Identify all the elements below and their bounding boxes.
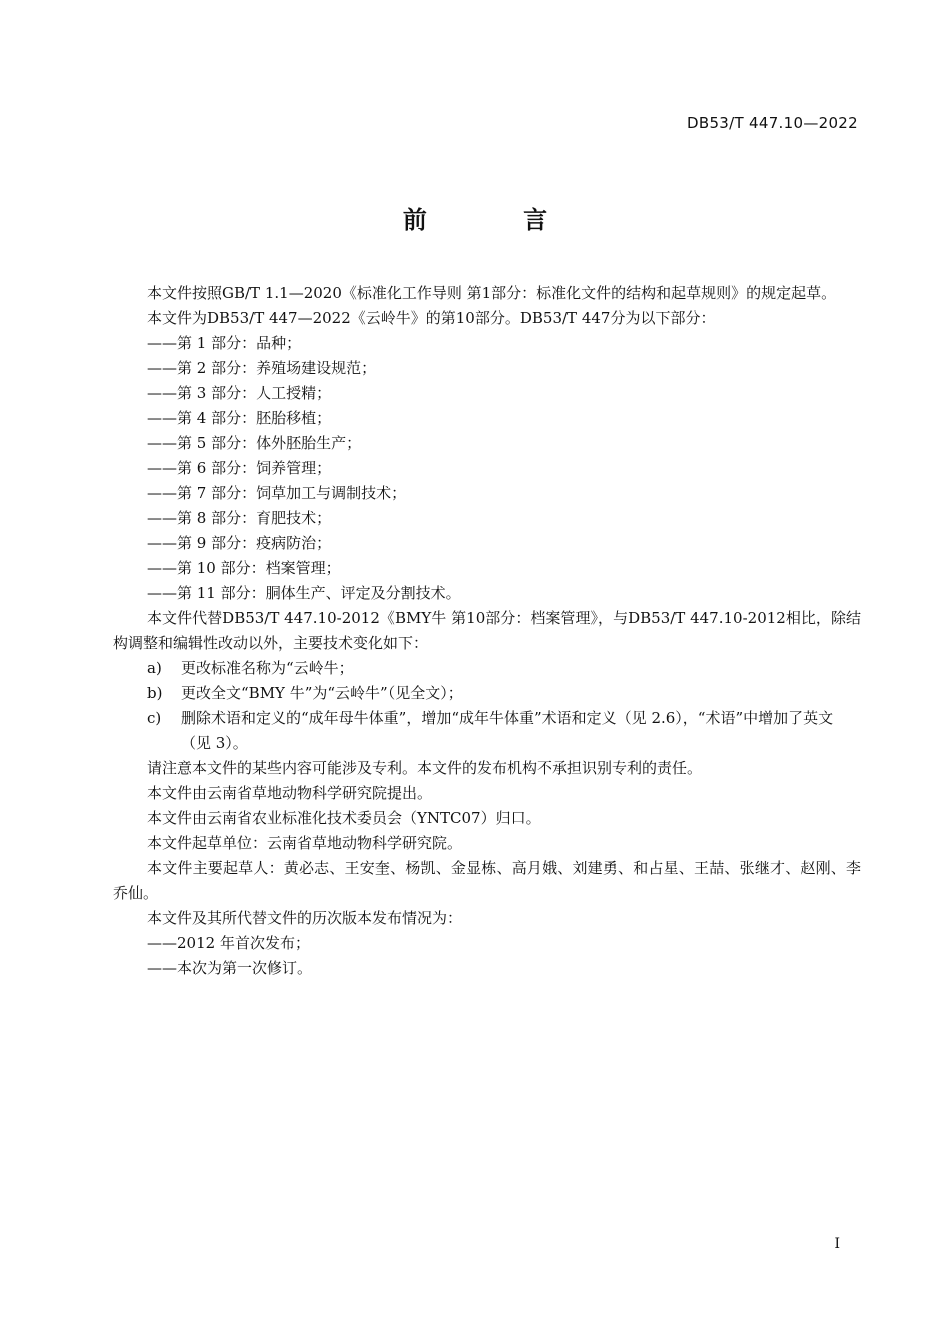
list-item: ——第 9 部分：疫病防治； [147, 534, 332, 552]
change-label: b) [147, 684, 163, 702]
paragraph-drafting-unit: 本文件起草单位：云南省草地动物科学研究院。 [147, 834, 463, 852]
paragraph-committee: 本文件由云南省农业标准化技术委员会（YNTC07）归口。 [147, 809, 541, 827]
change-item [113, 681, 861, 706]
page-number: I [834, 1236, 840, 1252]
change-label: c) [147, 709, 162, 727]
list-item: ——2012 年首次发布； [147, 934, 310, 952]
list-item: ——第 10 部分：档案管理； [147, 559, 341, 577]
change-text: 更改全文“BMY 牛”为“云岭牛”（见全文）； [181, 684, 463, 702]
paragraph-proposer: 本文件由云南省草地动物科学研究院提出。 [147, 784, 433, 802]
foreword-body [113, 281, 861, 981]
list-item: ——第 2 部分：养殖场建设规范； [147, 359, 377, 377]
change-item [113, 656, 861, 681]
page-title: 前 言 [402, 206, 592, 234]
change-item [113, 706, 861, 756]
change-text: 更改标准名称为“云岭牛； [181, 659, 354, 677]
list-item: ——第 4 部分：胚胎移植； [147, 409, 332, 427]
paragraph-drafting-rules: 本文件按照GB/T 1.1—2020《标准化工作导则 第1部分：标准化文件的结构和起草规则》的规定起草。 [147, 284, 837, 302]
list-item: ——第 6 部分：饲养管理； [147, 459, 332, 477]
list-item: ——本次为第一次修订。 [147, 959, 313, 977]
list-item: ——第 1 部分：品种； [147, 334, 302, 352]
list-item: ——第 3 部分：人工授精； [147, 384, 332, 402]
change-text: 删除术语和定义的“成年母牛体重”，增加“成年牛体重”术语和定义（见 2.6），“术语”中增加了英文（见 3）。 [181, 709, 834, 752]
paragraph-drafters: 本文件主要起草人：黄必志、王安奎、杨凯、金显栋、高月娥、刘建勇、和占星、王喆、张继才、赵刚、李乔仙。 [113, 859, 861, 902]
list-item: ——第 5 部分：体外胚胎生产； [147, 434, 362, 452]
standard-code: DB53/T 447.10—2022 [687, 114, 858, 132]
list-item: ——第 8 部分：育肥技术； [147, 509, 332, 527]
change-label: a) [147, 659, 162, 677]
paragraph-part-intro: 本文件为DB53/T 447—2022《云岭牛》的第10部分。DB53/T 447分为以下部分： [147, 309, 716, 327]
paragraph-history-intro: 本文件及其所代替文件的历次版本发布情况为： [147, 909, 463, 927]
paragraph-replacement: 本文件代替DB53/T 447.10-2012《BMY牛 第10部分：档案管理》，与DB53/T 447.10-2012相比，除结构调整和编辑性改动以外，主要技术变化如下： [113, 609, 861, 652]
list-item: ——第 11 部分：胴体生产、评定及分割技术。 [147, 584, 461, 602]
paragraph-patent-notice: 请注意本文件的某些内容可能涉及专利。本文件的发布机构不承担识别专利的责任。 [147, 759, 703, 777]
list-item: ——第 7 部分：饲草加工与调制技术； [147, 484, 407, 502]
